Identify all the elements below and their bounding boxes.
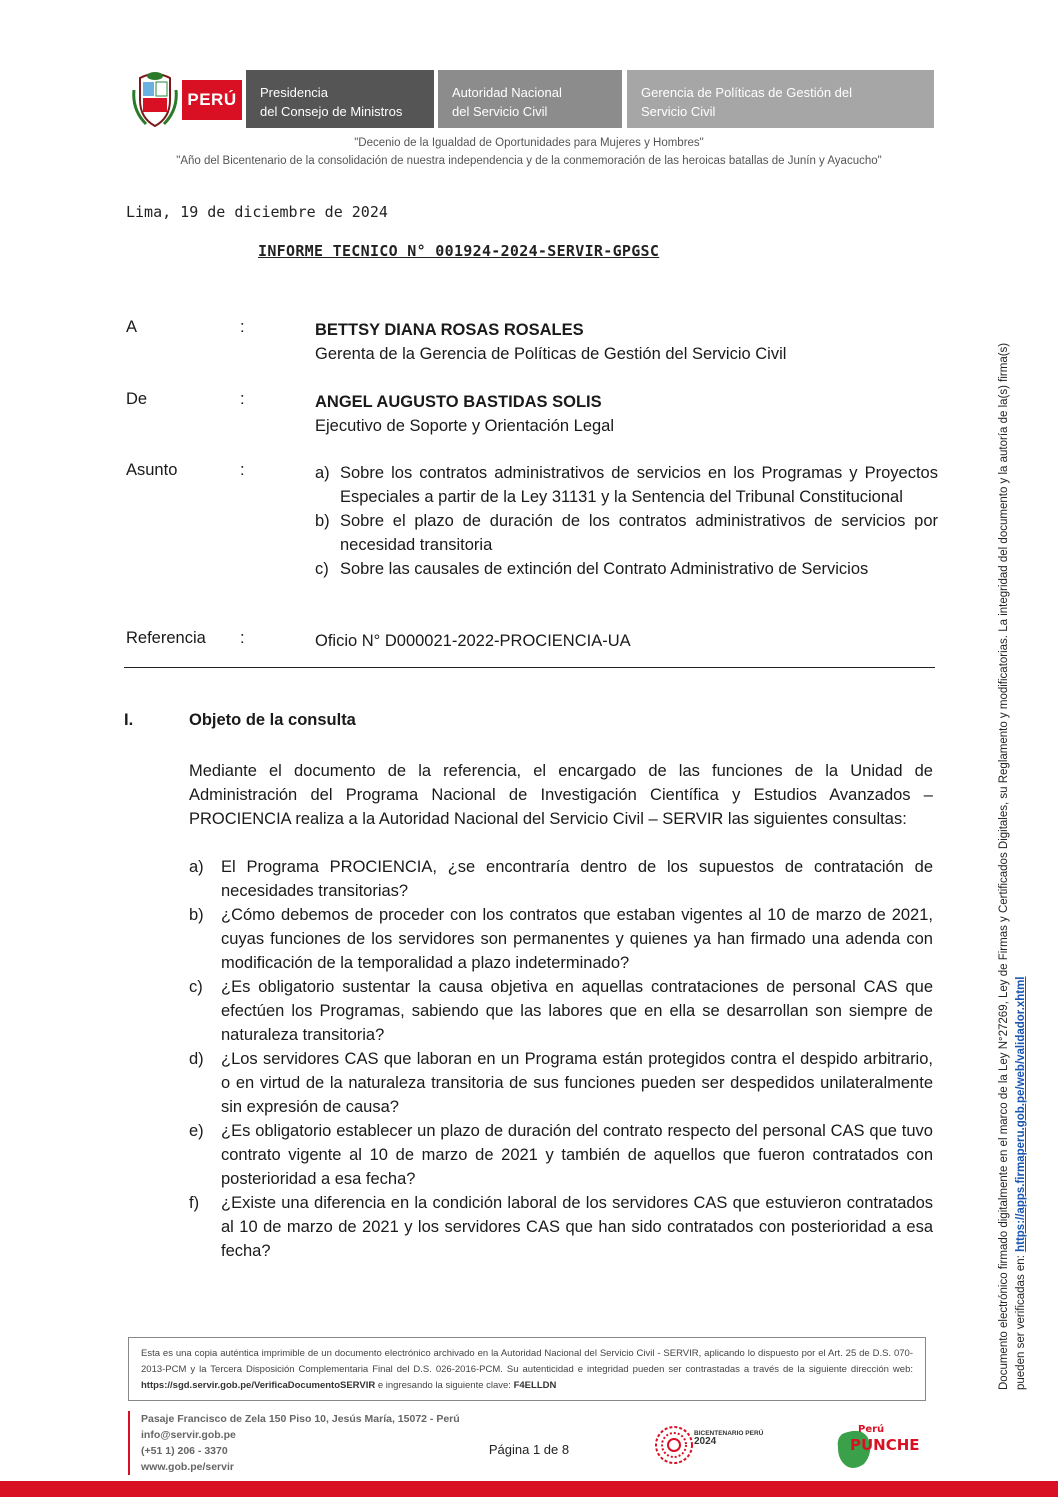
field-label-a: A [126,318,138,336]
verification-key: F4ELLDN [513,1380,557,1391]
field-label-referencia: Referencia [126,629,206,647]
field-label-de: De [126,390,148,408]
header-block-line: Presidencia [260,85,328,100]
list-item [315,461,938,509]
list-marker: b) [189,906,204,924]
digital-signature-note [996,210,1030,1390]
header-block-line: Gerencia de Políticas de Gestión del [641,85,853,100]
list-text: Sobre los contratos administrativos de servicios en los Programas y Proyectos Especiales a partir de la Ley 31131 y la Sentencia del Tribunal Constitucional [340,464,938,506]
list-text: ¿Es obligatorio establecer un plazo de duración del contrato respecto del personal CAS que tuvo contrato vigente al 10 de marzo de 2021 y también de aquellos que fueron contratados con posterioridad a esa fecha? [221,1122,933,1188]
bottom-brand-bar [0,1481,1058,1497]
field-value-referencia: Oficio N° D000021-2022-PROCIENCIA-UA [315,632,631,650]
list-text: ¿Existe una diferencia en la condición laboral de los servidores CAS que estuvieron contratados al 10 de marzo de 2021 y los servidores CAS que han sido contratados con posterioridad a esa fecha? [221,1194,933,1260]
list-item [315,509,938,557]
list-marker: e) [189,1122,204,1140]
peru-badge: PERÚ [182,80,242,120]
header-block-line: Autoridad Nacional [452,85,562,100]
document-date: Lima, 19 de diciembre de 2024 [126,203,388,221]
header-block-line: del Consejo de Ministros [260,104,403,119]
notice-mid: e ingresando la siguiente clave: [375,1380,514,1391]
page-number: Página 1 de 8 [488,1442,570,1457]
svg-text:PUNCHE: PUNCHE [850,1436,920,1454]
list-marker: d) [189,1050,204,1068]
bicentenario-label: BICENTENARIO PERÚ [694,1430,764,1437]
section-number: I. [124,711,134,729]
verification-url[interactable]: https://sgd.servir.gob.pe/VerificaDocumentoSERVIR [141,1380,376,1391]
list-item [189,975,933,1047]
email: info@servir.gob.pe [141,1429,236,1441]
field-colon: : [240,461,245,479]
list-text: Sobre las causales de extinción del Contrato Administrativo de Servicios [340,560,869,578]
field-value-de [315,390,938,438]
decree-line-1: "Decenio de la Igualdad de Oportunidades para Mujeres y Hombres" [354,137,704,149]
field-colon: : [240,629,245,647]
svg-text:Perú: Perú [858,1424,885,1435]
website: www.gob.pe/servir [141,1461,234,1473]
list-marker: a) [315,464,330,482]
notice-text: Esta es una copia auténtica imprimible de un documento electrónico archivado en la Autoridad Nacional del Servicio Civil - SERVIR, aplicando lo dispuesto por el Art. 25 de D.S. 070-2013-PCM y la Tercera Disposición Complementaria Final del D.S. 026-2016-PCM. Su autenticidad e integridad pueden ser contrastadas a través de la siguiente dirección web: [141,1348,913,1375]
header-block-servir [438,70,622,128]
list-text: El Programa PROCIENCIA, ¿se encontraría dentro de los supuestos de contratación de necesidades transitorias? [221,858,933,900]
field-value-a [315,318,938,366]
section-title: Objeto de la consulta [189,711,356,729]
list-text: ¿Cómo debemos de proceder con los contratos que estaban vigentes al 10 de marzo de 2021, cuyas funciones de los servidores son permanentes y quienes ya han firmado una adenda con modificación de la temporalidad a plazo indeterminado? [221,906,933,972]
validator-link[interactable]: https://apps.firmaperu.gob.pe/web/validador.xhtml [1015,976,1027,1252]
side-note-line-2 [1013,210,1030,1390]
coat-of-arms-icon [132,70,178,128]
questions-list [189,855,933,1263]
list-item [189,903,933,975]
list-item [315,557,938,581]
list-marker: a) [189,858,204,876]
list-text: ¿Los servidores CAS que laboran en un Programa están protegidos contra el despido arbitrario, o en virtud de la naturaleza transitoria de sus funciones pueden ser despedidos unilateralmente sin expresión de causa? [221,1050,933,1116]
field-colon: : [240,390,245,408]
header-block-line: Servicio Civil [641,104,716,119]
address: Pasaje Francisco de Zela 150 Piso 10, Jesús María, 15072 - Perú [141,1413,460,1425]
header-block-gerencia [627,70,934,128]
document-title: INFORME TECNICO N° 001924-2024-SERVIR-GPGSC [258,242,660,260]
field-label-asunto: Asunto [126,461,178,479]
bicentenario-year: 2024 [694,1436,717,1447]
list-item [189,855,933,903]
list-marker: c) [315,560,329,578]
sender-name: ANGEL AUGUSTO BASTIDAS SOLIS [315,393,602,411]
list-item [189,1191,933,1263]
field-colon: : [240,318,245,336]
bicentenario-text [694,1430,763,1446]
section-intro: Mediante el documento de la referencia, el encargado de las funciones de la Unidad de Administración del Programa Nacional de Investigación Científica y Estudios Avanzados – PROCIENCIA realiza a la Autoridad Nacional del Servicio Civil – SERVIR las siguientes consultas: [189,762,933,828]
peru-punche-logo-icon [828,1418,922,1474]
list-marker: b) [315,512,330,530]
recipient-role: Gerenta de la Gerencia de Políticas de Gestión del Servicio Civil [315,345,787,363]
sender-role: Ejecutivo de Soporte y Orientación Legal [315,417,615,435]
asunto-list [315,461,938,581]
header-block-line: del Servicio Civil [452,104,548,119]
side-note-prefix: pueden ser verificadas en: [1015,1251,1027,1390]
side-note-line-1: Documento electrónico firmado digitalmente en el marco de la Ley N°27269, Ley de Firmas y Certificados Digitales, su Reglamento y modificatorias. La integridad del documento y la autoría de la(s) firma(s) [998,342,1010,1390]
header-block-pcm [246,70,434,128]
list-item [189,1047,933,1119]
list-marker: f) [189,1194,200,1212]
authenticity-notice [128,1337,926,1401]
divider [124,667,935,668]
list-marker: c) [189,978,203,996]
decree-line-2: "Año del Bicentenario de la consolidación de nuestra independencia y de la conmemoración de las heroicas batallas de Junín y Ayacucho" [176,155,882,167]
list-text: ¿Es obligatorio sustentar la causa objetiva en aquellas contrataciones de personal CAS que efectúen los Programas, sabiendo que las labores que en ella se desarrollan son siempre de naturaleza transitoria? [221,978,933,1044]
phone: (+51 1) 206 - 3370 [141,1445,228,1457]
list-item [189,1119,933,1191]
recipient-name: BETTSY DIANA ROSAS ROSALES [315,321,584,339]
list-text: Sobre el plazo de duración de los contratos administrativos de servicios por necesidad transitoria [340,512,938,554]
